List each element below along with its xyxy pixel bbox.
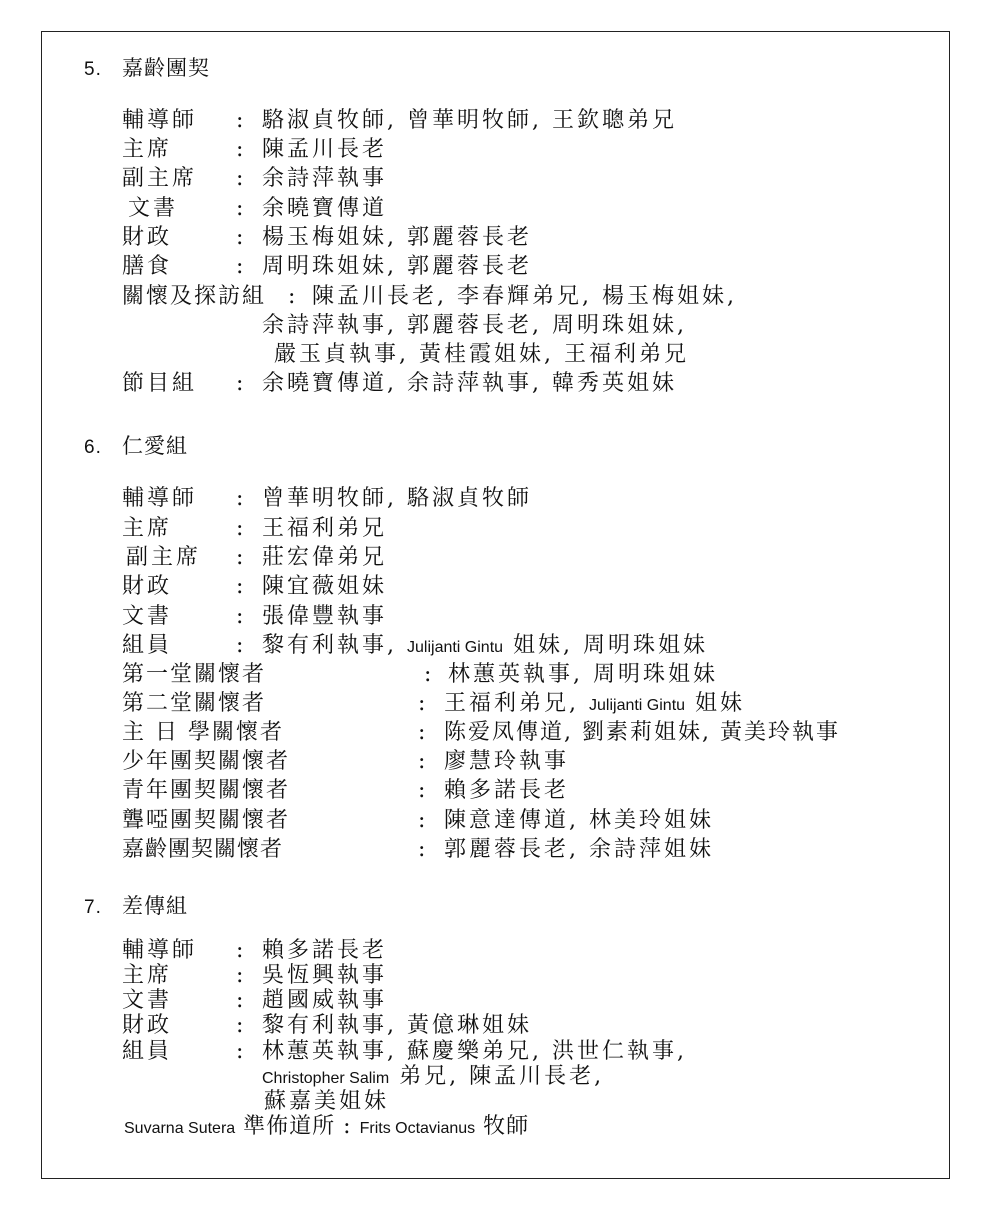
row — [122, 808, 714, 833]
colon: : — [236, 574, 247, 599]
row — [122, 963, 388, 988]
colon: : — [418, 808, 428, 833]
role-value: 楊玉梅姐妹, 郭麗蓉長老 — [262, 225, 532, 250]
role-value: 陳宜薇姐妹 — [262, 574, 388, 599]
row — [122, 662, 718, 687]
role-value: 余曉寶傳道 — [262, 196, 388, 221]
role-value: 莊宏偉弟兄 — [262, 545, 388, 570]
colon: : — [418, 749, 428, 774]
continuation-line — [262, 1066, 604, 1088]
colon: : — [418, 778, 428, 803]
section-heading-6 — [84, 430, 188, 460]
row — [122, 254, 532, 279]
station-name: Suvarna Sutera — [124, 1120, 236, 1137]
colon: : — [236, 108, 247, 133]
row — [122, 516, 388, 541]
section-number: 6. — [84, 437, 102, 458]
role-label: 青年團契關懷者 — [122, 778, 291, 803]
role-value: 曾華明牧師, 駱淑貞牧師 — [262, 486, 532, 511]
role-value: 趙國威執事 — [262, 988, 388, 1013]
role-label: 主席 — [122, 137, 173, 162]
role-label: 膳食 — [122, 254, 173, 279]
role-value: 余詩萍執事 — [262, 166, 388, 191]
pastor-name: Frits Octavianus — [359, 1120, 476, 1137]
role-label: 組員 — [122, 633, 173, 658]
row — [122, 633, 709, 658]
role-value: 王福利弟兄 — [262, 516, 388, 541]
colon: : — [236, 1039, 247, 1064]
role-value: 駱淑貞牧師, 曾華明牧師, 王欽聰弟兄 — [262, 108, 677, 133]
role-label: 主席 — [122, 516, 173, 541]
role-label: 輔導師 — [122, 108, 198, 133]
role-value: 賴多諾長老 — [262, 938, 388, 963]
row — [122, 574, 388, 599]
row — [122, 225, 532, 250]
row — [122, 486, 532, 511]
row — [128, 196, 388, 221]
role-value: 郭麗蓉長老, 余詩萍姐妹 — [444, 837, 714, 862]
role-label: 主席 — [122, 963, 173, 988]
role-value: 林蕙英執事, 周明珠姐妹 — [448, 662, 718, 687]
row — [122, 749, 570, 774]
colon: : — [236, 633, 247, 658]
role-label: 文書 — [122, 988, 173, 1013]
colon: : — [418, 691, 428, 716]
colon: : — [236, 225, 247, 250]
colon: : — [288, 284, 298, 309]
role-label: 關懷及探訪組 — [122, 284, 267, 309]
role-value: 余曉寶傳道, 余詩萍執事, 韓秀英姐妹 — [262, 371, 677, 396]
continuation-line: 余詩萍執事, 郭麗蓉長老, 周明珠姐妹, — [262, 313, 687, 338]
role-label: 主 日 學關懷者 — [122, 720, 284, 745]
role-label: 第二堂關懷者 — [122, 691, 267, 716]
role-label: 節目組 — [122, 371, 198, 396]
colon: : — [236, 137, 247, 162]
role-label: 副主席 — [126, 545, 202, 570]
role-value: 陳孟川長老, 李春輝弟兄, 楊玉梅姐妹, — [312, 284, 737, 309]
row — [122, 604, 388, 629]
section-title: 嘉齡團契 — [122, 56, 210, 80]
role-label: 文書 — [122, 604, 173, 629]
row — [122, 166, 388, 191]
colon: : — [236, 545, 247, 570]
role-value: 陈爱凤傳道, 劉素莉姐妹, 黃美玲執事 — [444, 720, 840, 745]
section-title: 差傳組 — [122, 894, 188, 918]
colon: : — [236, 371, 247, 396]
role-label: 聾啞團契關懷者 — [122, 808, 291, 833]
colon: : — [418, 720, 428, 745]
value-text: 姐妹 — [685, 691, 746, 716]
row — [122, 988, 388, 1013]
row — [122, 371, 677, 396]
row — [122, 837, 714, 862]
footer-text: 準佈道所 : — [235, 1114, 360, 1139]
section-heading-7 — [84, 890, 188, 920]
value-text: 姐妹, 周明珠姐妹 — [503, 633, 709, 658]
row — [126, 545, 388, 570]
section-heading-5 — [84, 52, 210, 82]
role-label: 輔導師 — [122, 938, 198, 963]
row — [122, 691, 746, 716]
colon: : — [236, 938, 247, 963]
role-value: 賴多諾長老 — [444, 778, 570, 803]
colon: : — [236, 516, 247, 541]
row — [122, 284, 737, 309]
role-label: 嘉齡團契關懷者 — [122, 837, 284, 862]
value-text: 黎有利執事, — [262, 633, 407, 658]
role-value: 林蕙英執事, 蘇慶樂弟兄, 洪世仁執事, — [262, 1039, 687, 1064]
role-label: 財政 — [122, 1013, 173, 1038]
row — [122, 778, 570, 803]
row — [122, 1039, 687, 1064]
colon: : — [236, 486, 247, 511]
footer-text: 牧師 — [475, 1114, 530, 1139]
colon: : — [236, 963, 247, 988]
role-value — [262, 635, 708, 657]
row — [122, 720, 840, 745]
continuation-line: 蘇嘉美姐妹 — [264, 1089, 390, 1114]
role-label: 少年團契關懷者 — [122, 749, 291, 774]
colon: : — [236, 604, 247, 629]
continuation-line: 嚴玉貞執事, 黃桂霞姐妹, 王福利弟兄 — [274, 342, 689, 367]
section-title: 仁愛組 — [122, 434, 188, 458]
role-label: 文書 — [128, 196, 179, 221]
row — [122, 108, 677, 133]
role-value: 吳恆興執事 — [262, 963, 388, 988]
colon: : — [418, 837, 427, 862]
role-value — [444, 693, 745, 715]
colon: : — [236, 196, 247, 221]
role-label: 財政 — [122, 574, 173, 599]
role-value: 陳孟川長老 — [262, 137, 388, 162]
colon: : — [236, 988, 247, 1013]
role-value: 張偉豐執事 — [262, 604, 388, 629]
value-latin-name: Julijanti Gintu — [407, 639, 504, 656]
value-text: 弟兄, 陳孟川長老, — [389, 1064, 605, 1089]
colon: : — [236, 1013, 247, 1038]
role-value: 黎有利執事, 黃億琳姐妹 — [262, 1013, 532, 1038]
row — [122, 938, 388, 963]
value-latin-name: Christopher Salim — [262, 1070, 390, 1087]
section-number: 7. — [84, 897, 102, 918]
role-label: 第一堂關懷者 — [122, 662, 267, 687]
role-label: 組員 — [122, 1039, 173, 1064]
role-label: 輔導師 — [122, 486, 198, 511]
row — [122, 1013, 532, 1038]
role-value: 陳意達傳道, 林美玲姐妹 — [444, 808, 714, 833]
value-latin-name: Julijanti Gintu — [589, 697, 686, 714]
role-value: 廖慧玲執事 — [444, 749, 570, 774]
colon: : — [236, 166, 247, 191]
role-value: 周明珠姐妹, 郭麗蓉長老 — [262, 254, 532, 279]
footer-line — [124, 1116, 529, 1138]
role-label: 副主席 — [122, 166, 198, 191]
colon: : — [424, 662, 434, 687]
colon: : — [236, 254, 247, 279]
row — [122, 137, 388, 162]
role-label: 財政 — [122, 225, 173, 250]
section-number: 5. — [84, 59, 102, 80]
value-text: 王福利弟兄, — [444, 691, 589, 716]
